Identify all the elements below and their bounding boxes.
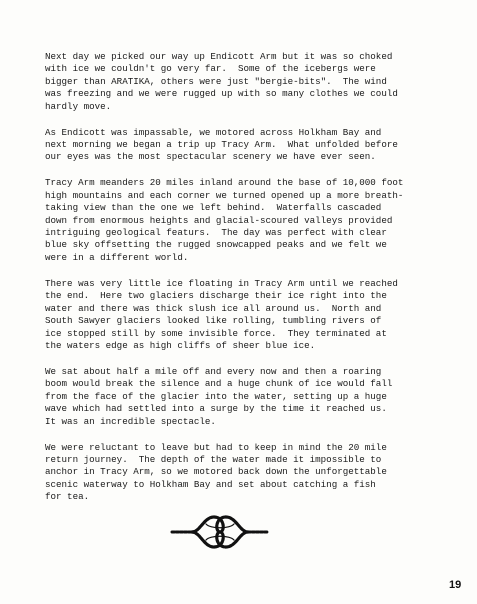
paragraph-return-journey: [45, 442, 465, 504]
text-line: down from enormous heights and glacial-scoured valleys provided: [45, 214, 393, 226]
text-line: It was an incredible spectacle.: [45, 415, 216, 427]
text-line: bigger than ARATIKA, others were just "bergie-bits". The wind: [45, 75, 387, 87]
text-line: the end. Here two glaciers discharge their ice right into the: [45, 290, 387, 302]
paragraph-ice-fall: [45, 366, 465, 428]
text-line: South Sawyer glaciers looked like rolling, tumbling rivers of: [45, 315, 382, 327]
text-line: high mountains and each corner we turned opened up a more breath-: [45, 189, 404, 201]
text-line: from the face of the glacier into the water, setting up a huge: [45, 390, 387, 402]
text-line: scenic waterway to Holkham Bay and set about catching a fish: [45, 478, 376, 490]
text-line: We were reluctant to leave but had to keep in mind the 20 mile: [45, 441, 387, 453]
paragraph-endicott-arm: [45, 51, 465, 113]
text-line: return journey. The depth of the water made it impossible to: [45, 453, 382, 465]
page-number: 19: [449, 579, 462, 591]
text-line: wave which had settled into a surge by the time it reached us.: [45, 403, 387, 415]
text-line: with ice we couldn't go very far. Some of the icebergs were: [45, 63, 376, 75]
text-line: was freezing and we were rugged up with so many clothes we could: [45, 88, 398, 100]
text-line: the waters edge as high cliffs of sheer blue ice.: [45, 339, 316, 351]
text-line: blue sky offsetting the rugged snowcapped peaks and we felt we: [45, 239, 387, 251]
text-line: taking view than the one we left behind. Waterfalls cascaded: [45, 202, 382, 214]
text-line: for tea.: [45, 491, 90, 503]
text-line: Next day we picked our way up Endicott Arm but it was so choked: [45, 51, 393, 62]
paragraph-tracy-arm-scenery: [45, 177, 465, 264]
text-line: boom would break the silence and a huge chunk of ice would fall: [45, 378, 393, 390]
text-line: Tracy Arm meanders 20 miles inland around the base of 10,000 foot: [45, 177, 404, 189]
text-line: water and there was thick slush ice all around us. North and: [45, 302, 382, 314]
paragraph-holkham-bay: [45, 127, 465, 164]
text-line: There was very little ice floating in Tracy Arm until we reached: [45, 277, 398, 289]
rope-knot-icon: [170, 511, 270, 553]
text-line: our eyes was the most spectacular scenery we have ever seen.: [45, 151, 376, 163]
text-line: anchor in Tracy Arm, so we motored back down the unforgettable: [45, 466, 387, 478]
body-text: [45, 51, 465, 517]
text-line: hardly move.: [45, 100, 112, 112]
text-line: As Endicott was impassable, we motored across Holkham Bay and: [45, 126, 382, 138]
paragraph-glaciers: [45, 278, 465, 352]
text-line: intriguing geological featurs. The day was perfect with clear: [45, 227, 387, 239]
text-line: We sat about half a mile off and every now and then a roaring: [45, 365, 382, 377]
text-line: were in a different world.: [45, 251, 189, 263]
text-line: next morning we began a trip up Tracy Arm. What unfolded before: [45, 139, 398, 151]
text-line: ice stopped still by some invisible force. They terminated at: [45, 327, 387, 339]
